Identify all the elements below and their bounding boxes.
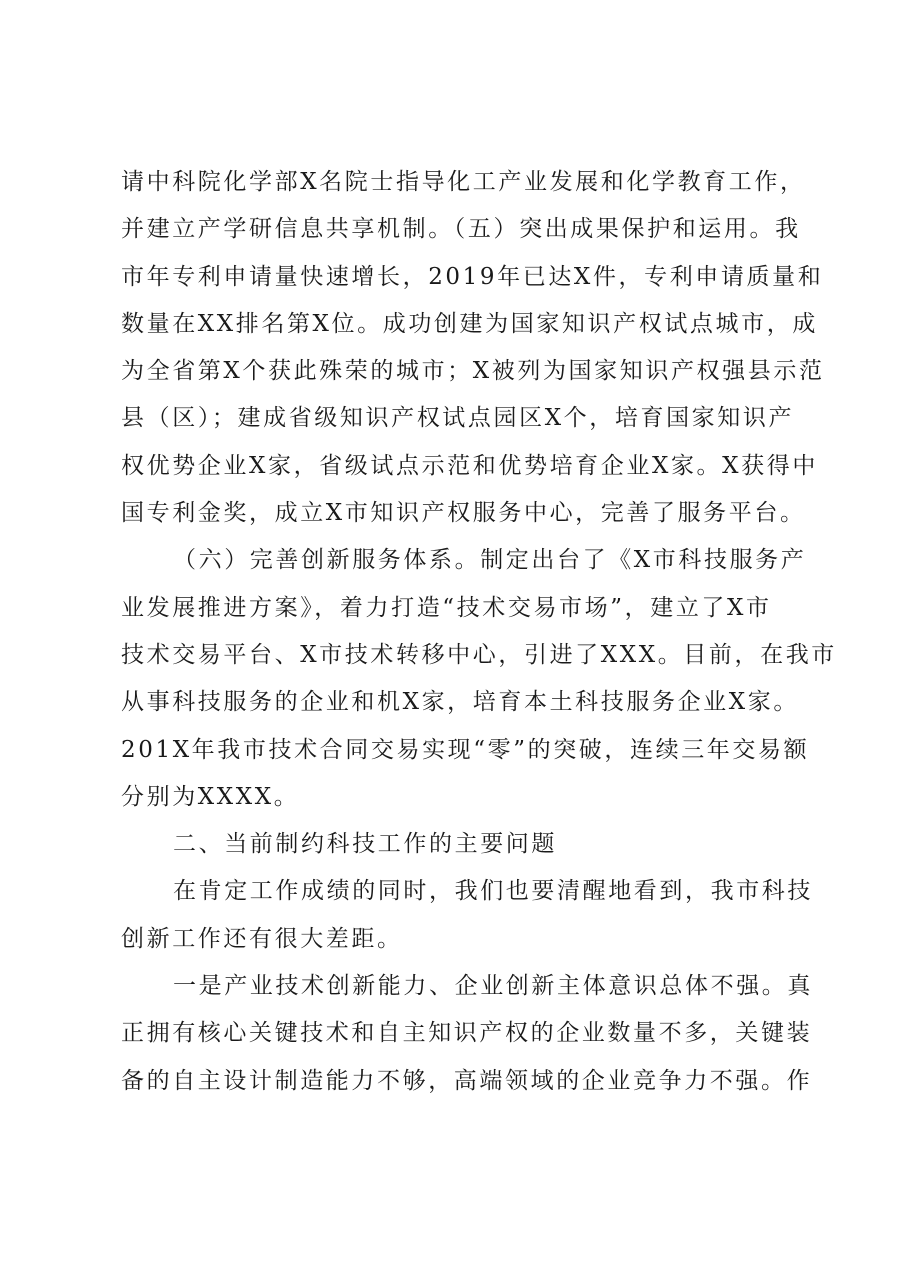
text-line-2: 并建立产学研信息共享机制。（五）突出成果保护和运用。我 [121,216,801,243]
text-line-20: 备的自主设计制造能力不够，高端领域的企业竞争力不强。作 [121,1067,813,1094]
text-line-12: 从事科技服务的企业和机X家，培育本土科技服务企业X家。 [121,689,799,716]
text-line-14: 分别为XXXX。 [121,783,300,810]
text-line-10: 业发展推进方案》，着力打造“技术交易市场”，建立了X市 [121,594,772,621]
text-line-8: 国专利金奖，成立X市知识产权服务中心，完善了服务平台。 [121,500,806,527]
text-line-16: 在肯定工作成绩的同时，我们也要清醒地看到，我市科技 [173,878,813,905]
text-line-7: 权优势企业X家，省级试点示范和优势培育企业X家。X获得中 [121,452,818,479]
text-line-11: 技术交易平台、X市技术转移中心，引进了XXX。目前，在我市 [121,641,837,668]
text-line-13: 201X年我市技术合同交易实现“零”的突破，连续三年交易额 [121,736,810,763]
text-line-3: 市年专利申请量快速增长，2019年已达X件，专利申请质量和 [121,263,824,290]
text-line-4: 数量在XX排名第X位。成功创建为国家知识产权试点城市，成 [121,310,818,337]
text-line-5: 为全省第X个获此殊荣的城市；X被列为国家知识产权强县示范 [121,358,825,385]
text-line-9: （六）完善创新服务体系。制定出台了《X市科技服务产 [173,547,807,574]
text-line-19: 正拥有核心关键技术和自主知识产权的企业数量不多，关键装 [121,1020,813,1047]
text-line-18: 一是产业技术创新能力、企业创新主体意识总体不强。真 [173,973,813,1000]
section-heading: 二、当前制约科技工作的主要问题 [173,831,557,858]
text-line-6: 县（区）；建成省级知识产权试点园区X个，培育国家知识产 [121,405,795,432]
text-line-17: 创新工作还有很大差距。 [121,925,403,952]
text-line-1: 请中科院化学部X名院士指导化工产业发展和化学教育工作， [121,169,806,195]
document-body [121,159,837,1105]
